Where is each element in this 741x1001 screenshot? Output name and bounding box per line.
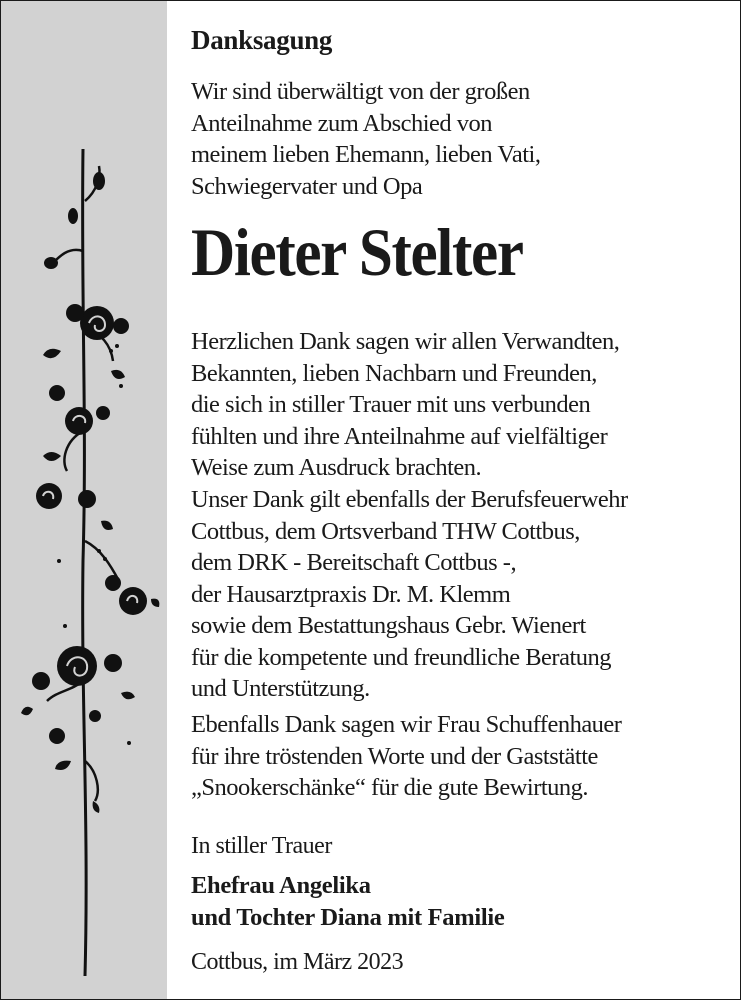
paragraph-line: Weise zum Ausdruck brachten. <box>191 454 482 481</box>
paragraph-line: und Unterstützung. <box>191 675 370 702</box>
thanks-paragraph-2 <box>191 484 628 705</box>
paragraph-line: „Snookerschänke“ für die gute Bewirtung. <box>191 774 589 801</box>
place-date: Cottbus, im März 2023 <box>191 949 404 975</box>
paragraph-line: Ebenfalls Dank sagen wir Frau Schuffenhauer <box>191 711 622 738</box>
paragraph-line: der Hausarztpraxis Dr. M. Klemm <box>191 580 511 608</box>
paragraph-line: für ihre tröstenden Worte und der Gaststätte <box>191 742 598 770</box>
intro-line: Anteilnahme zum Abschied von <box>191 109 493 137</box>
intro-paragraph <box>191 76 540 202</box>
signer-line: und Tochter Diana mit Familie <box>191 903 505 931</box>
paragraph-line: für die kompetente und freundliche Beratung <box>191 643 612 671</box>
intro-line: Schwiegervater und Opa <box>191 172 423 200</box>
paragraph-line: Unser Dank gilt ebenfalls der Berufsfeuerwehr <box>191 486 628 513</box>
signers <box>191 870 504 933</box>
thanks-paragraph-3 <box>191 709 621 804</box>
paragraph-line: fühlten und ihre Anteilnahme auf vielfältiger <box>191 422 608 450</box>
paragraph-line: Bekannten, lieben Nachbarn und Freunden, <box>191 359 597 387</box>
paragraph-line: sowie dem Bestattungshaus Gebr. Wienert <box>191 612 586 639</box>
paragraph-line: Cottbus, dem Ortsverband THW Cottbus, <box>191 517 580 545</box>
intro-line: Wir sind überwältigt von der großen <box>191 78 530 105</box>
signer-line: Ehefrau Angelika <box>191 872 371 899</box>
paragraph-line: Herzlichen Dank sagen wir allen Verwandten, <box>191 328 620 355</box>
paragraph-line: die sich in stiller Trauer mit uns verbunden <box>191 391 591 418</box>
intro-line: meinem lieben Ehemann, lieben Vati, <box>191 141 541 168</box>
paragraph-line: dem DRK - Bereitschaft Cottbus -, <box>191 549 517 576</box>
deceased-name: Dieter Stelter <box>191 214 523 290</box>
thanks-paragraph-1 <box>191 326 619 484</box>
decorative-sidebar <box>1 1 167 999</box>
rose-vine-icon <box>1 1 167 1001</box>
notice-heading: Danksagung <box>191 25 333 55</box>
mourning-phrase: In stiller Trauer <box>191 833 332 859</box>
